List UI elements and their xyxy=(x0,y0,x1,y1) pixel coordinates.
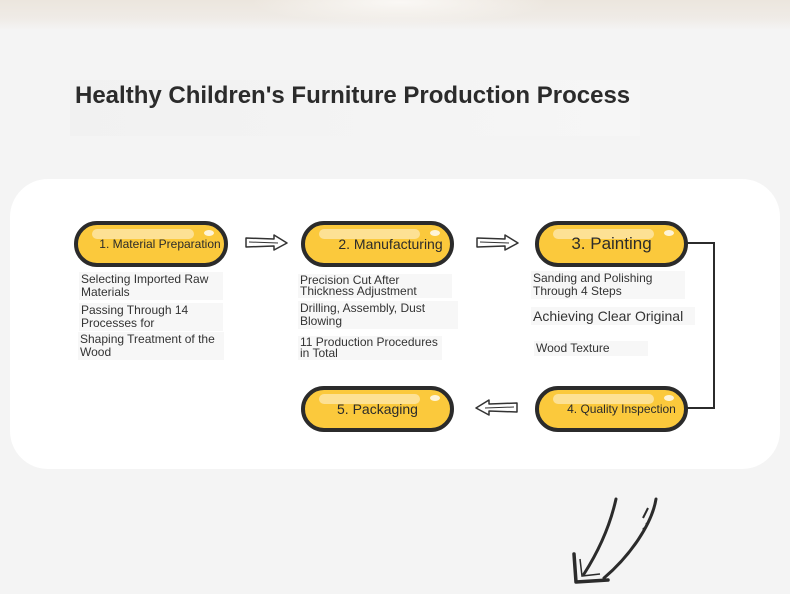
step-description: Precision Cut After Thickness Adjustment xyxy=(298,274,452,298)
step-quality-inspection xyxy=(535,386,688,432)
step-description: Wood Texture xyxy=(534,341,648,356)
down-left-arrow-icon xyxy=(568,494,664,588)
step-description: Passing Through 14 Processes for xyxy=(79,303,223,331)
step-label: 2. Manufacturing xyxy=(338,236,443,252)
right-arrow-icon xyxy=(244,234,290,252)
step-description: Shaping Treatment of the Wood xyxy=(78,332,224,360)
header-banner xyxy=(0,0,790,30)
step-manufacturing xyxy=(301,221,454,267)
step-description: Selecting Imported Raw Materials xyxy=(79,272,223,300)
step-description: Drilling, Assembly, Dust Blowing xyxy=(298,301,458,329)
connector-line xyxy=(680,240,720,414)
step-label: 4. Quality Inspection xyxy=(567,402,676,416)
step-description: Sanding and Polishing Through 4 Steps xyxy=(531,271,685,299)
step-material-preparation xyxy=(74,221,228,267)
step-label: 5. Packaging xyxy=(337,401,418,417)
step-description: 11 Production Procedures in Total xyxy=(298,336,442,360)
step-painting xyxy=(535,221,688,267)
left-arrow-icon xyxy=(473,399,519,417)
step-label: 3. Painting xyxy=(571,234,652,253)
right-arrow-icon xyxy=(475,234,521,252)
step-label: 1. Material Preparation xyxy=(99,237,221,251)
step-packaging xyxy=(301,386,454,432)
page-title: Healthy Children's Furniture Production Process xyxy=(70,80,640,136)
step-description: Achieving Clear Original xyxy=(531,307,695,325)
